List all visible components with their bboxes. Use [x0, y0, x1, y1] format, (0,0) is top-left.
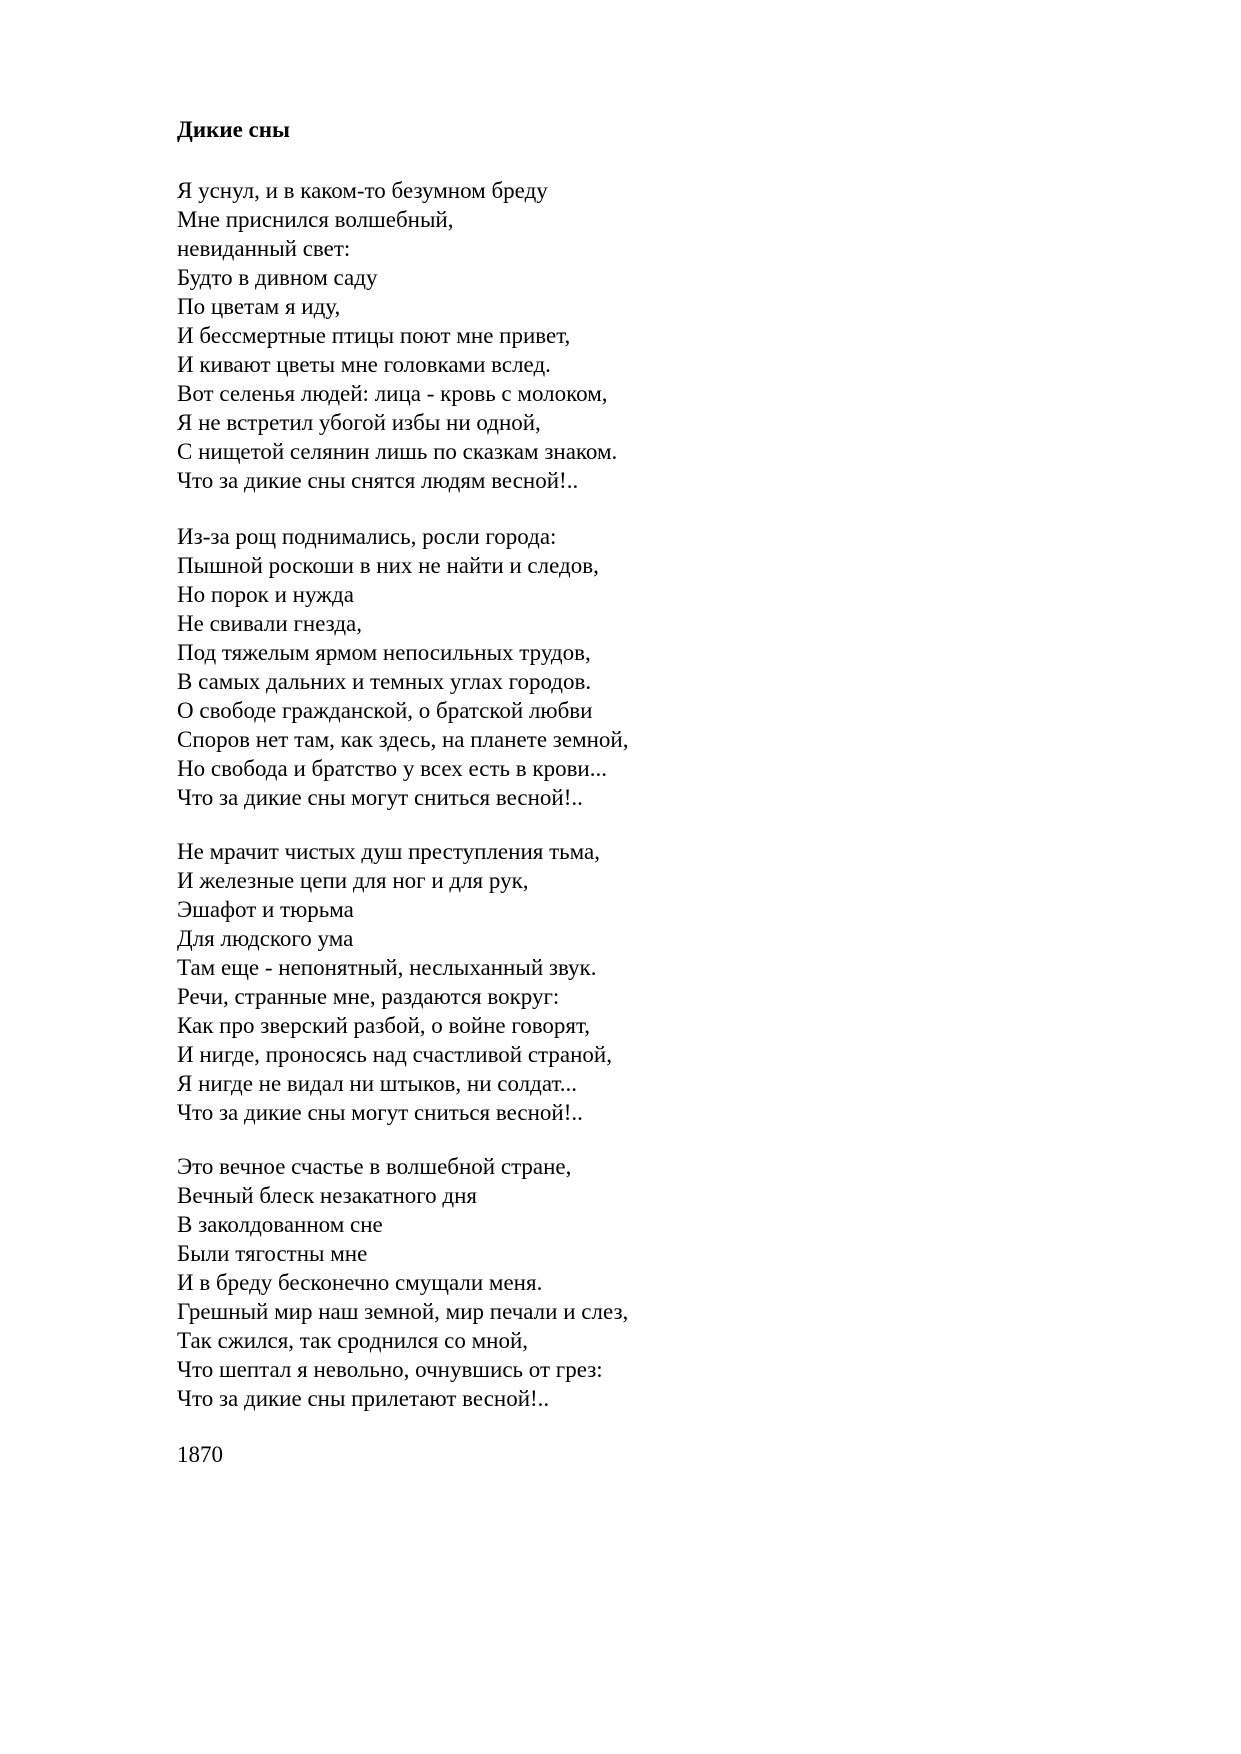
poem-line: Под тяжелым ярмом непосильных трудов,: [177, 640, 591, 665]
stanza-3: [177, 837, 612, 1127]
poem-title: Дикие сны: [177, 117, 290, 142]
poem-line: В заколдованном сне: [177, 1212, 383, 1237]
stanza-1: [177, 176, 617, 495]
poem-line: В самых дальних и темных углах городов.: [177, 669, 592, 694]
poem-line: Споров нет там, как здесь, на планете земной,: [177, 727, 629, 752]
poem-line: Вечный блеск незакатного дня: [177, 1183, 477, 1208]
stanza-2: [177, 522, 629, 812]
poem-line: Не свивали гнезда,: [177, 611, 363, 636]
poem-line: Но свобода и братство у всех есть в крови...: [177, 756, 607, 781]
poem-line: Будто в дивном саду: [177, 265, 378, 290]
poem-line: Так сжился, так сроднился со мной,: [177, 1328, 529, 1353]
poem-line: Я нигде не видал ни штыков, ни солдат...: [177, 1071, 578, 1096]
poem-line: Пышной роскоши в них не найти и следов,: [177, 553, 599, 578]
poem-line: Эшафот и тюрьма: [177, 897, 354, 922]
poem-line: Там еще - непонятный, неслыханный звук.: [177, 955, 597, 980]
poem-line: невиданный свет:: [177, 236, 351, 261]
poem-line: Грешный мир наш земной, мир печали и слез,: [177, 1299, 629, 1324]
poem-line: Мне приснился волшебный,: [177, 207, 454, 232]
poem-line: И в бреду бесконечно смущали меня.: [177, 1270, 543, 1295]
poem-line: Что за дикие сны могут сниться весной!..: [177, 1100, 583, 1125]
poem-line: Но порок и нужда: [177, 582, 354, 607]
poem-line: Как про зверский разбой, о войне говорят,: [177, 1013, 591, 1038]
poem-line: О свободе гражданской, о братской любви: [177, 698, 593, 723]
poem-line: Я уснул, и в каком-то безумном бреду: [177, 178, 548, 203]
poem-line: Это вечное счастье в волшебной стране,: [177, 1154, 572, 1179]
poem-line: Что за дикие сны могут сниться весной!..: [177, 785, 583, 810]
poem-line: Что за дикие сны прилетают весной!..: [177, 1386, 550, 1411]
poem-year: 1870: [177, 1442, 223, 1467]
poem-line: Не мрачит чистых душ преступления тьма,: [177, 839, 600, 864]
poem-line: Что за дикие сны снятся людям весной!..: [177, 468, 579, 493]
poem-line: Что шептал я невольно, очнувшись от грез:: [177, 1357, 603, 1382]
poem-line: И бессмертные птицы поют мне привет,: [177, 323, 571, 348]
poem-line: Вот селенья людей: лица - кровь с молоком,: [177, 381, 608, 406]
poem-line: Были тягостны мне: [177, 1241, 368, 1266]
poem-line: И кивают цветы мне головками вслед.: [177, 352, 551, 377]
poem-line: По цветам я иду,: [177, 294, 341, 319]
poem-line: С нищетой селянин лишь по сказкам знаком.: [177, 439, 618, 464]
poem-line: Для людского ума: [177, 926, 354, 951]
poem-line: И нигде, проносясь над счастливой страной,: [177, 1042, 612, 1067]
poem-line: Я не встретил убогой избы ни одной,: [177, 410, 541, 435]
poem-line: И железные цепи для ног и для рук,: [177, 868, 529, 893]
stanza-4: [177, 1152, 628, 1413]
poem-line: Из-за рощ поднимались, росли города:: [177, 524, 557, 549]
poem-line: Речи, странные мне, раздаются вокруг:: [177, 984, 560, 1009]
